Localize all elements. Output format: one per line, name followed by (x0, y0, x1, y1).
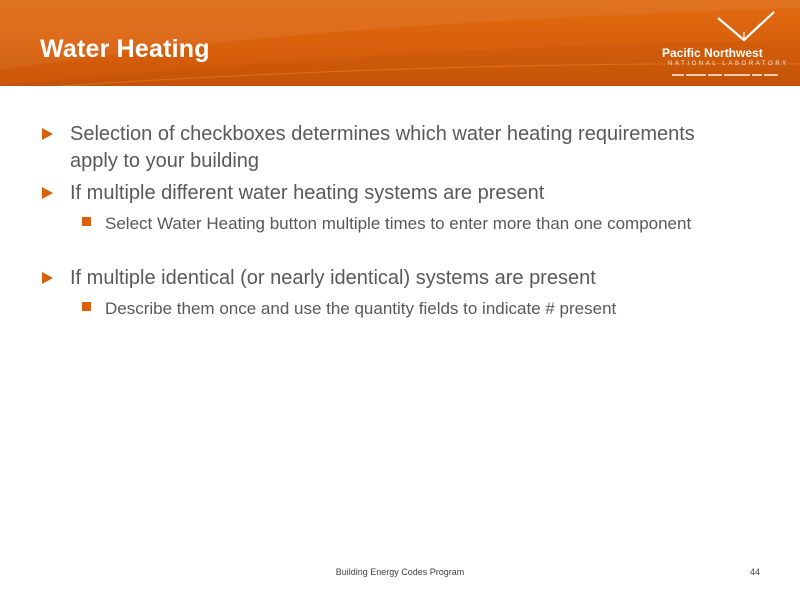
bullet-text: Selection of checkboxes determines which water heating requirements apply to your building (70, 123, 695, 172)
triangle-bullet-icon (42, 187, 53, 199)
logo-subtitle: NATIONAL LABORATORY (668, 61, 789, 67)
pnnl-wing-logo-icon (716, 10, 776, 44)
slide-title: Water Heating (40, 35, 210, 63)
bullet-text: If multiple different water heating systems are present (70, 182, 545, 204)
page-number: 44 (749, 567, 760, 577)
footer-program: Building Energy Codes Program (335, 567, 465, 577)
sub-bullet-text: Describe them once and use the quantity fields to indicate # present (105, 299, 617, 318)
logo-tagline (672, 72, 778, 78)
sub-bullet-text: Select Water Heating button multiple times to enter more than one component (105, 214, 692, 233)
triangle-bullet-icon (42, 272, 53, 284)
square-bullet-icon (82, 217, 91, 226)
bullet-text: If multiple identical (or nearly identical) systems are present (70, 267, 596, 289)
pnnl-logo (658, 8, 794, 80)
triangle-bullet-icon (42, 128, 53, 140)
slide-header (0, 0, 800, 86)
logo-name: Pacific Northwest (662, 46, 763, 60)
square-bullet-icon (82, 302, 91, 311)
